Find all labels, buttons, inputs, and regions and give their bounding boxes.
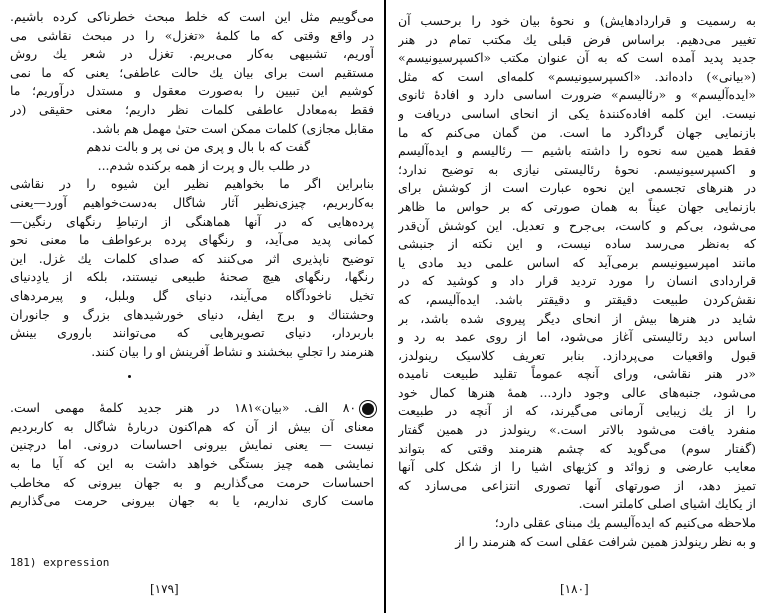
text-line: مستقیم است برای بیان یك حالت عاطفی؛ یعنی که ما نمی‌ (10, 64, 374, 80)
note-heading (10, 399, 374, 418)
right-page (386, 0, 768, 613)
poem-line: در طلب بال و پرت از همه برکنده شدم... (97, 157, 310, 173)
text-line: نیست — یعنی نمایش بیرونی احساسات درونی. اما درچنین (10, 437, 374, 453)
text-line: قبول واقعیات می‌پردازد. بنابر تعریف کلاسیک رینولدز، (398, 347, 756, 363)
text-line: ۸۰ الف. «بیان»۱۸۱ در هنر جدید کلمهٔ مهمی است. (10, 400, 356, 416)
text-line: بنابراین اگر ما بخواهیم نظیر این شیوه را در نقاشی (10, 176, 374, 192)
text-line: به‌کاربریم، چیزی‌نظیر آثار شاگال به‌دست‌خواهیم آورد—یعنی (10, 194, 374, 210)
text-line: ملاحظه می‌کنیم که ایده‌آلیسم یك مبنای عقلی دارد؛ (494, 515, 756, 531)
text-line: منفرد یافت می‌شود بالاتر است.» رینولدز در همین گفتار (398, 422, 756, 438)
text-line: پرده‌هایی که در آنها هماهنگی از ارتباطِ رنگهای رنگین— (10, 213, 374, 229)
text-line: را از یك زیبایی آرمانی می‌گیرند، که از آنچه در طبیعت (398, 403, 756, 419)
text-line: نیست. این کلمه افاده‌کنندهٔ یکی از انحای اساسی دریافت و (398, 105, 756, 121)
text-line: و به نظر رینولدز همین شرافت عقلی است که هنرمند را از (455, 533, 756, 549)
text-line: «در هنر نقاشی، ورای آنچه عموماً تقلید طبیعت نامیده (398, 366, 756, 382)
text-line: («بیانی») داده‌اند. «اکسپرسیونیسم» کلمه‌ای است که مثل (398, 68, 756, 84)
right-paragraph (398, 12, 756, 514)
page-number-179: [۱۷۹] (150, 582, 179, 596)
section-gap (10, 361, 374, 399)
poem-line: گفت که با بال و پری من نی پر و بالت ندهم (86, 139, 310, 155)
page-number-180: [۱۸۰] (560, 582, 589, 596)
rosette-icon (362, 403, 374, 415)
text-line: فقط به‌معادل عاطفی کلمات نظر داریم؛ معنی حقیقی (در (10, 101, 374, 117)
text-line: باربردار، دنیای تصویرهایی که می‌توانند باروری بینش (10, 325, 374, 341)
text-line: جدید پدید آمده است که به آن عنوان مکتب «اکسپرسیونیسم» (398, 50, 756, 66)
left-paragraph-2 (10, 175, 374, 361)
text-line: آوریم، تشبیهی به‌کار می‌بریم. تغزل در شعر یك روش (10, 46, 374, 62)
text-line: می‌شود، جنبه‌های عالی وجود دارد... همهٔ هنرها کمال خود (398, 384, 756, 400)
text-line: به رسمیت و قراردادهایش) و نحوهٔ بیان خود را برحسب آن (398, 13, 756, 28)
text-line: هنرمند را تجلیِ ببخشند و نشاط آفرینش او را بیان کنند. (91, 343, 374, 359)
text-line: نقش‌کردن طبیعت دقیقتر و دقیقتر باشد. ایده‌آلیسم، که (398, 291, 756, 307)
right-closing (398, 514, 756, 551)
ink-dot (128, 375, 131, 378)
text-line: نمایشی همه چیز بستگی خواهد داشت به این که آیا ما به (10, 456, 374, 472)
text-line: و اکسپرسیونیسم. نحوهٔ رئالیستی نیازی به توضیح ندارد؛ (398, 161, 756, 177)
text-line: قراردادی انسان را مورد تردید قرار داد و کوشید که در (398, 273, 756, 289)
footnote: 181) expression (10, 556, 110, 569)
text-line: کوشیم این تبیین را به‌صورت معقول و مستدل درآوریم؛ ما (10, 83, 374, 99)
text-line: (گفتار سوم) می‌گوید که چشم هنرمند وقتی که بتواند (398, 440, 756, 456)
text-line: می‌گوییم مثل این است که خلط مبحث خطرناکی کرده باشیم. (10, 9, 374, 24)
text-line: در واقع وقتی که ما کلمهٔ «تغزل» را در مبحث نقاشی می‌ (10, 27, 374, 43)
text-line: بازنمایی جهان گرداگرد ما است. من گمان می‌کنم که ما (398, 124, 756, 140)
poem-verse (10, 138, 374, 175)
left-paragraph-1 (10, 8, 374, 138)
text-line: تغییر می‌دهیم. براساس فرض قبلی یك مکتب تمام در هنر (398, 31, 756, 47)
text-line: که به‌نظر می‌رسد ساده نیست، و این نکته از جنبشی (398, 236, 756, 252)
text-line: احساسات حرمت می‌گذاریم و به جهان بیرونی که مخاطب (10, 474, 374, 490)
note-80a (10, 399, 374, 511)
text-line: معنای آن بیش از آن که هم‌اکنون دربارهٔ شاگال به کاربردیم (10, 418, 374, 434)
text-line: کمانی پدید می‌آید، و رنگهای پرده برعواطف ما معنی نحو (10, 232, 374, 248)
text-line: از یکایك اشیای اصلی کاملتر است. (578, 496, 756, 512)
text-line: وحشتناك و برج ایفل، دنیای خورشیدهای بزرگ و جانوران (10, 306, 374, 322)
text-line: فقط همین سه نحوه را داشته باشیم — رئالیسم و ایده‌آلیسم (398, 143, 756, 159)
text-line: اساس دید رئالیستی آغاز می‌شود، اما از روی عمد به رد و (398, 329, 756, 345)
text-line: ماست کاری نداریم، یا به جهان بیرونی حرمت می‌گذاریم (10, 493, 374, 509)
text-line: در هنرهای تجسمی این نحوه عبارت است از کوشش برای (398, 180, 756, 196)
text-line: می‌شود، بی‌کم و کاست، بی‌جرح و تعدیل. این کوشش آن‌قدر (398, 217, 756, 233)
text-line: تمیز دهد، از صورتهای آنها تصوری انتزاعی می‌سازد که (398, 477, 756, 493)
text-line: شاید در هنرها بیش از انحای دیگر پیروی شده باشد، بر (398, 310, 756, 326)
text-line: رنگها، رنگهای هیچ صحنهٔ طبیعی نیستند، بلکه از یادِدنیای (10, 269, 374, 285)
text-line: مقابل مجازی) کلمات ممکن است حتیٰ مهمل هم باشد. (91, 120, 374, 136)
text-line: مانند امپرسیونیسم برمی‌آید که اساس علمی دید مادی یا (398, 254, 756, 270)
text-line: توضیح ناپذیری اثر می‌کنند که صدای کلمات یك غزل. این (10, 250, 374, 266)
text-line: بازنمایی جهان عیناً به همان صورتی که بر حواس ما ظاهر (398, 198, 756, 214)
text-line: «ایده‌آلیسم» و «رئالیسم» ضرورت اساسی دارد و افادهٔ ثانوی (398, 87, 756, 103)
text-line: معایب عارضی و زوائد و کژیهای اشیا را از شکل کلی آنها (398, 459, 756, 475)
text-line: تخیل ناخودآگاه می‌آیند، دنیای گل وبلبل، و پیرمردهای (10, 287, 374, 303)
